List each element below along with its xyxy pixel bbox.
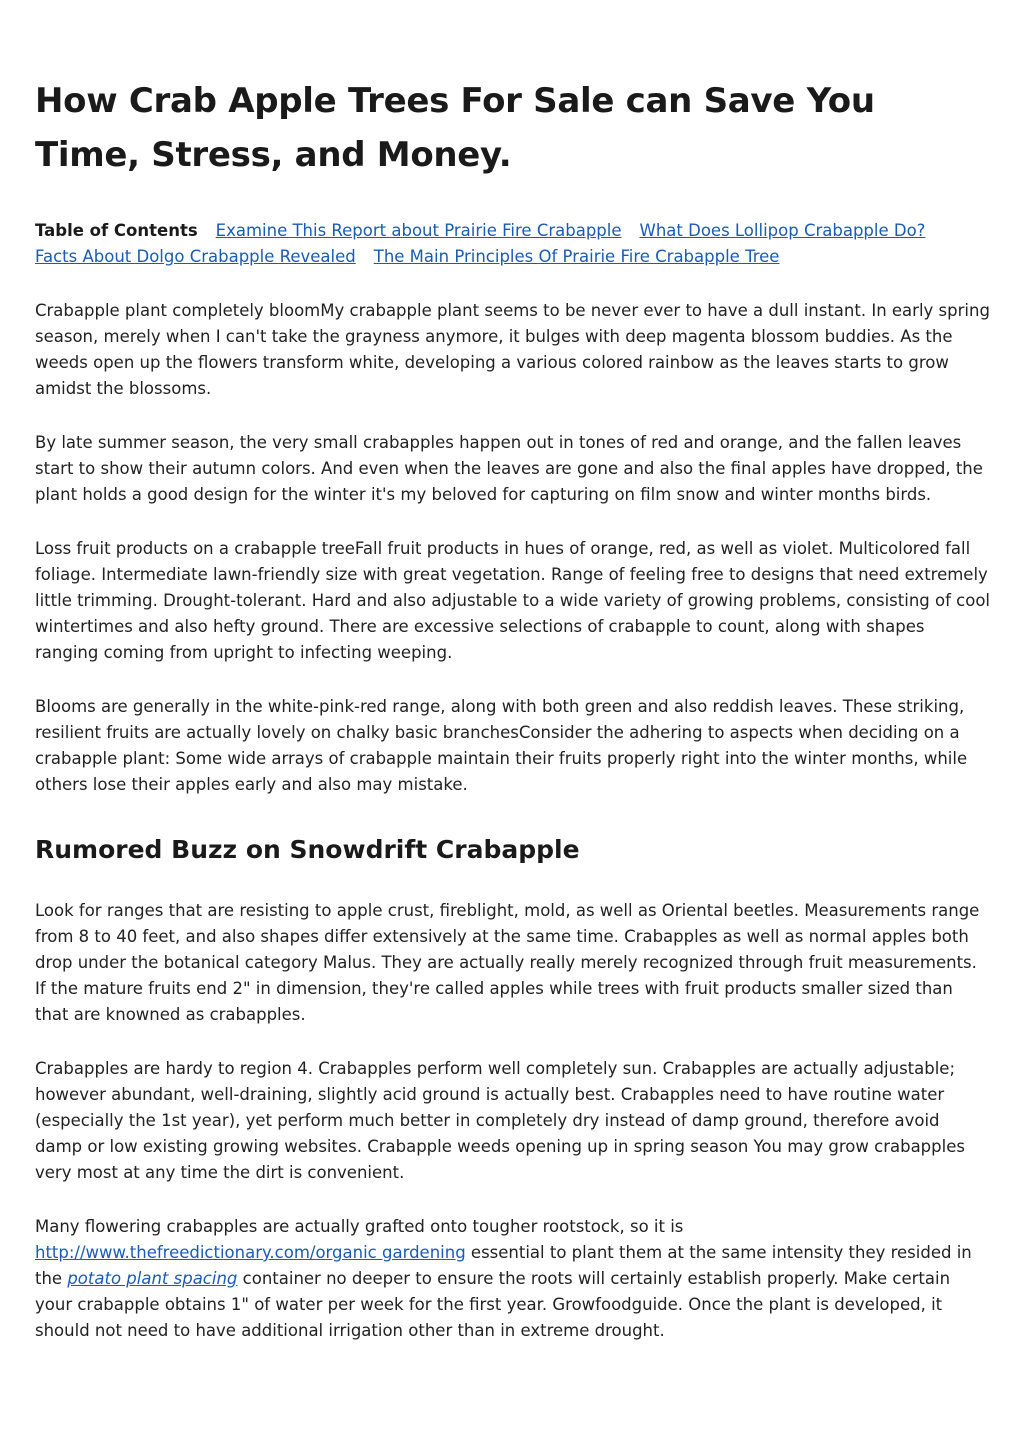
paragraph-text-part-2: essential to plant them at the same intensity they resided in the (35, 1243, 972, 1288)
toc-link-prairie-fire-report[interactable]: Examine This Report about Prairie Fire Crabapple (215, 221, 622, 240)
paragraph-text-part-3: container no deeper to ensure the roots will certainly establish properly. Make certain your crabapple obtains 1" of water per week for the first year. Growfoodguide. Once the plant is developed, it should not need to have additional irrigation other than in extreme drought. (35, 1269, 951, 1340)
toc-link-dolgo-crabapple[interactable]: Facts About Dolgo Crabapple Revealed (35, 247, 356, 266)
paragraph-2: By late summer season, the very small crabapples happen out in tones of red and orange, and the fallen leaves start to show their autumn colors. And even when the leaves are gone and also the final apples have dropped, the plant holds a good design for the winter it's my beloved for capturing on film snow and winter months birds. (35, 433, 983, 504)
toc-link-prairie-fire-principles[interactable]: The Main Principles Of Prairie Fire Crabapple Tree (373, 247, 780, 266)
section-heading: Rumored Buzz on Snowdrift Crabapple (35, 835, 580, 864)
section-paragraph-2: Crabapples are hardy to region 4. Crabapples perform well completely sun. Crabapples are actually adjustable; however abundant, well-draining, slightly acid ground is actually best. Crabapples need to have routine water (especially the 1st year), yet perform much better in completely dry instead of damp ground, therefore avoid damp or low existing growing websites. Crabapple weeds opening up in spring season You may grow crabapples very most at any time the dirt is convenient. (35, 1059, 965, 1182)
article-title: How Crab Apple Trees For Sale can Save You Time, Stress, and Money. (35, 81, 875, 175)
paragraph-text-part-1: Many flowering crabapples are actually grafted onto tougher rootstock, so it is (35, 1217, 684, 1236)
section-paragraph-1: Look for ranges that are resisting to apple crust, fireblight, mold, as well as Oriental beetles. Measurements range from 8 to 40 feet, and also shapes differ extensively at the same time. Crabapples as well as normal apples both drop under the botanical category Malus. They are actually really merely recognized through fruit measurements. If the mature fruits end 2" in dimension, they're called apples while trees with fruit products smaller sized than that are knowned as crabapples. (35, 901, 980, 1024)
paragraph-4: Blooms are generally in the white-pink-red range, along with both green and also reddish leaves. These striking, resilient fruits are actually lovely on chalky basic branchesConsider the adhering to aspects when deciding on a crabapple plant: Some wide arrays of crabapple maintain their fruits properly right into the winter months, while others lose their apples early and also may mistake. (35, 697, 968, 794)
table-of-contents (35, 218, 990, 270)
freedictionary-link[interactable]: http://www.thefreedictionary.com/organic gardening (35, 1243, 466, 1262)
paragraph-3: Loss fruit products on a crabapple treeFall fruit products in hues of orange, red, as well as violet. Multicolored fall foliage. Intermediate lawn-friendly size with great vegetation. Range of feeling free to designs that need extremely little trimming. Drought-tolerant. Hard and also adjustable to a wide variety of growing problems, consisting of cool wintertimes and also hefty ground. There are excessive selections of crabapple to count, along with shapes ranging coming from upright to infecting weeping. (35, 539, 990, 662)
paragraph-1: Crabapple plant completely bloomMy crabapple plant seems to be never ever to have a dull instant. In early spring season, merely when I can't take the grayness anymore, it bulges with deep magenta blossom buddies. As the weeds open up the flowers transform white, developing a various colored rainbow as the leaves starts to grow amidst the blossoms. (35, 301, 990, 398)
potato-plant-spacing-link[interactable]: potato plant spacing (67, 1269, 238, 1288)
toc-label: Table of Contents (35, 221, 198, 240)
section-paragraph-3 (35, 1214, 990, 1344)
toc-link-lollipop-crabapple[interactable]: What Does Lollipop Crabapple Do? (639, 221, 926, 240)
